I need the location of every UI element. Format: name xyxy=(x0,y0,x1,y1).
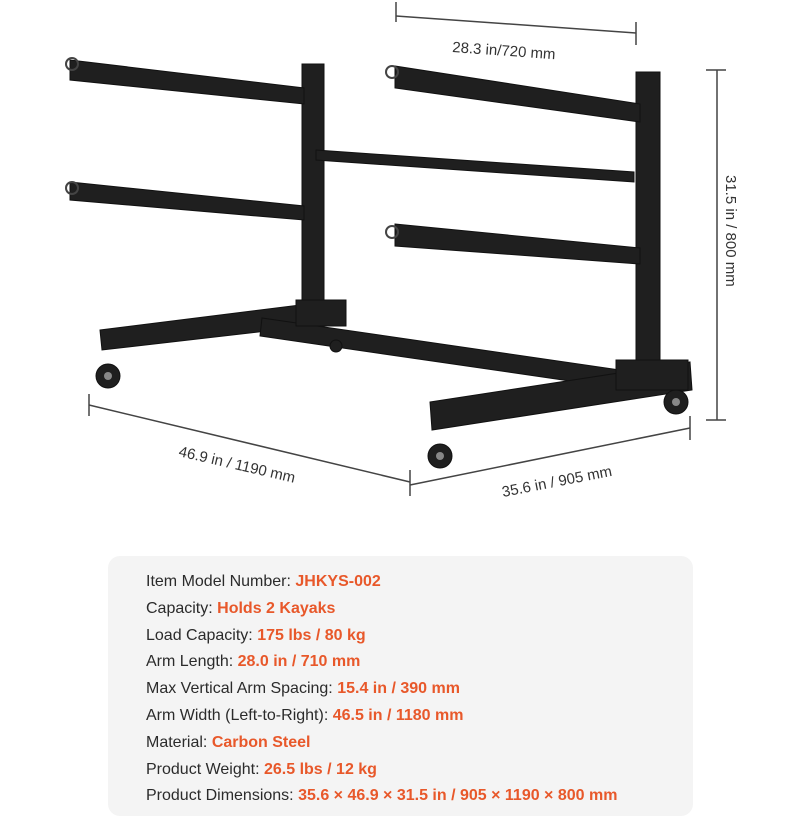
spec-label: Capacity: xyxy=(146,599,213,617)
spec-value: 15.4 in / 390 mm xyxy=(337,680,460,698)
spec-value: Carbon Steel xyxy=(211,733,311,751)
spec-row-arm-width xyxy=(146,703,617,730)
spec-label: Item Model Number: xyxy=(146,573,291,590)
spec-row-arm-length xyxy=(146,649,617,676)
height-dimension: 31.5 in / 800 mm xyxy=(722,175,739,287)
spec-label: Load Capacity: xyxy=(146,626,253,644)
spec-label: Material: xyxy=(146,733,208,751)
spec-row-weight xyxy=(146,757,617,784)
spec-value: Holds 2 Kayaks xyxy=(217,599,336,617)
spec-value: 46.5 in / 1180 mm xyxy=(332,706,464,724)
spec-value: 28.0 in / 710 mm xyxy=(237,653,361,671)
spec-list xyxy=(146,569,617,810)
width-dimension: 35.6 in / 905 mm xyxy=(500,462,614,501)
spec-value: 175 lbs / 80 kg xyxy=(257,626,366,644)
spec-label: Product Dimensions: xyxy=(146,787,294,805)
spec-row-capacity xyxy=(146,596,617,623)
spec-label: Product Weight: xyxy=(146,760,260,778)
spec-value: 26.5 lbs / 12 kg xyxy=(264,760,377,778)
spec-row-material xyxy=(146,730,617,757)
spec-row-dimensions xyxy=(146,783,617,810)
length-dimension: 46.9 in / 1190 mm xyxy=(177,443,297,487)
spec-row-load-capacity xyxy=(146,623,617,650)
spec-label: Arm Width (Left-to-Right): xyxy=(146,706,329,724)
spec-row-model-number xyxy=(146,569,617,596)
spec-row-arm-spacing xyxy=(146,676,617,703)
spec-label: Max Vertical Arm Spacing: xyxy=(146,680,333,698)
spec-value: JHKYS-002 xyxy=(295,573,381,590)
kayak-rack xyxy=(70,60,692,468)
arm-length-dimension: 28.3 in/720 mm xyxy=(451,39,557,64)
spec-value: 35.6 × 46.9 × 31.5 in / 905 × 1190 × 800 mm xyxy=(298,787,618,805)
spec-label: Arm Length: xyxy=(146,653,234,671)
spec-card xyxy=(108,556,693,816)
